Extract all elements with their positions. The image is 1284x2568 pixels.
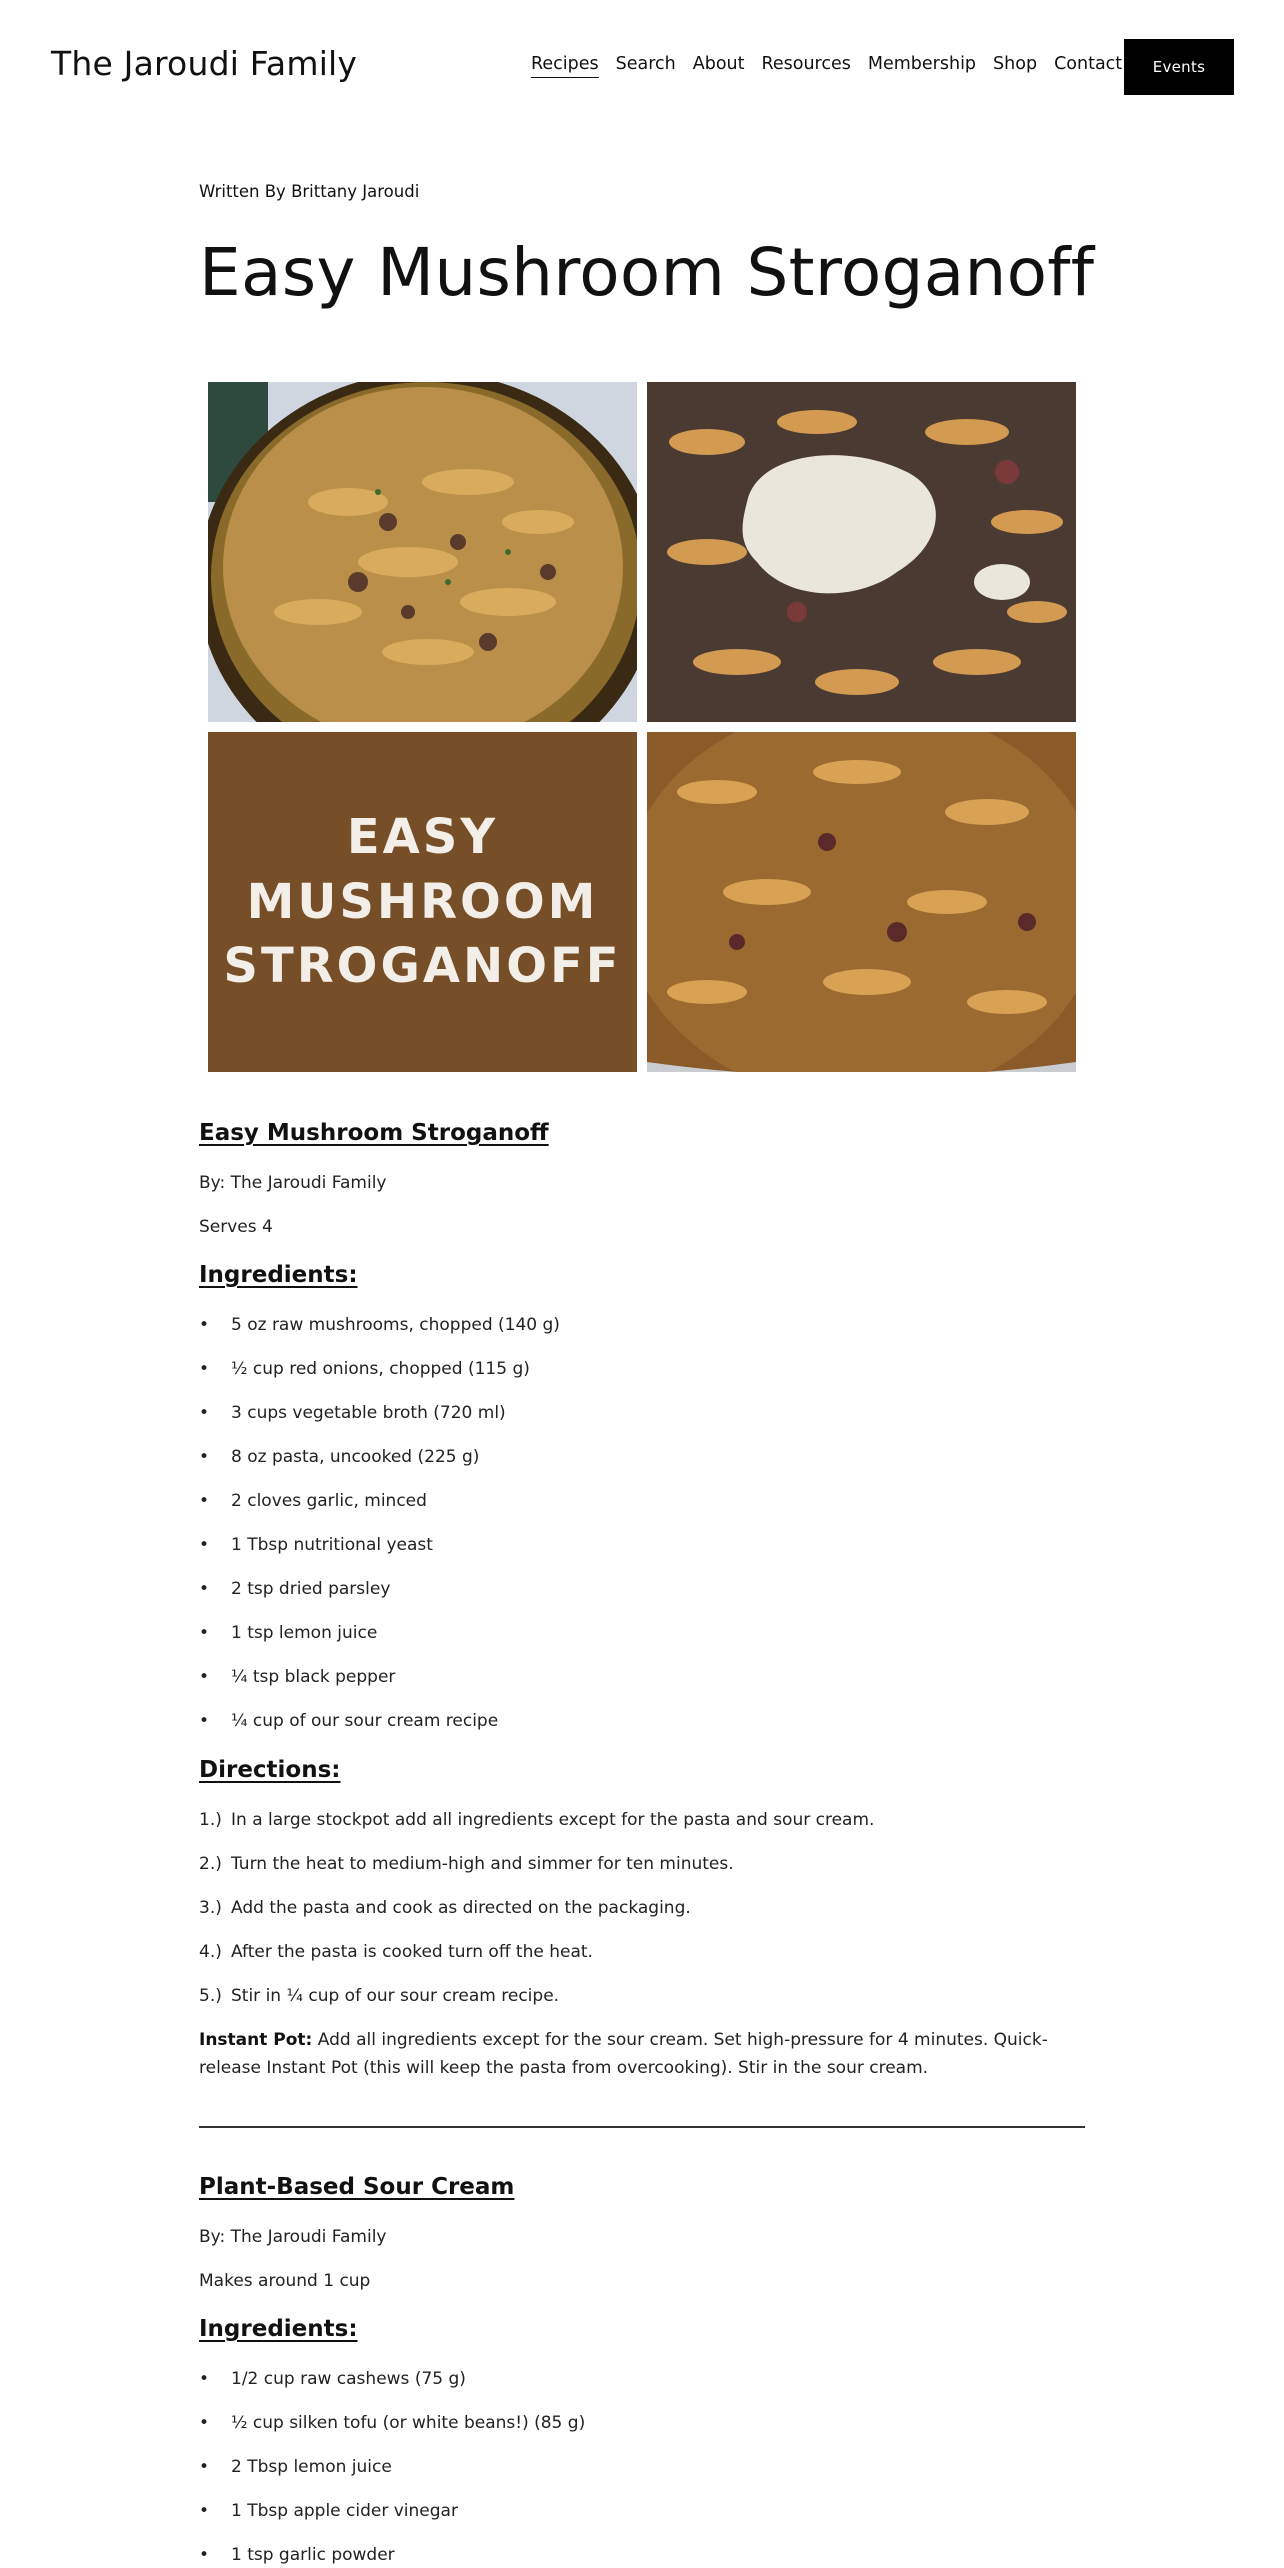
recipe2-by: By: The Jaroudi Family — [199, 2227, 387, 2247]
nav-about[interactable]: About — [692, 54, 745, 74]
recipe2-makes: Makes around 1 cup — [199, 2271, 371, 2291]
pasta-with-sour-cream-photo — [647, 382, 1076, 722]
bullet-icon: • — [199, 2369, 210, 2389]
stroganoff-bowl-photo-art — [208, 382, 637, 722]
nav-contact[interactable]: Contact — [1054, 54, 1123, 74]
instant-pot-label: Instant Pot: — [199, 2030, 313, 2050]
bullet-icon: • — [199, 1535, 210, 1555]
bullet-icon: • — [199, 1359, 210, 1379]
recipe1-directions-heading: Directions: — [199, 1757, 341, 1783]
banner-line-2: MUSHROOM — [246, 873, 599, 930]
section-divider — [199, 2126, 1085, 2128]
bullet-icon: • — [199, 1447, 210, 1467]
pasta-in-broth-photo — [647, 732, 1076, 1072]
events-button[interactable]: Events — [1124, 39, 1234, 95]
bullet-icon: • — [199, 2413, 210, 2433]
bullet-icon: • — [199, 1623, 210, 1643]
nav-recipes[interactable]: Recipes — [531, 54, 599, 78]
recipe1-ingredients-heading: Ingredients: — [199, 1262, 358, 1288]
recipe1-title: Easy Mushroom Stroganoff — [199, 1120, 549, 1146]
instant-pot-text: Add all ingredients except for the sour cream. Set high-pressure for 4 minutes. Quick-release Instant Pot (this will keep the pasta from overcooking). Stir in the sour cream. — [199, 2030, 1048, 2078]
author-byline: Written By Brittany Jaroudi — [199, 182, 420, 201]
recipe2-title: Plant-Based Sour Cream — [199, 2174, 515, 2200]
bullet-icon: • — [199, 2545, 210, 2565]
nav-shop[interactable]: Shop — [993, 54, 1038, 74]
banner-line-3: STROGANOFF — [223, 938, 622, 995]
nav-search[interactable]: Search — [615, 54, 676, 74]
pasta-in-broth-photo-art — [647, 732, 1076, 1072]
pasta-with-sour-cream-photo-art — [647, 382, 1076, 722]
recipe-title-banner — [208, 732, 637, 1072]
bullet-icon: • — [199, 1667, 210, 1687]
bullet-icon: • — [199, 1403, 210, 1423]
nav-membership[interactable]: Membership — [867, 54, 977, 74]
bullet-icon: • — [199, 2457, 210, 2477]
bullet-icon: • — [199, 1711, 210, 1731]
nav-resources[interactable]: Resources — [761, 54, 851, 74]
stroganoff-bowl-photo — [208, 382, 637, 722]
recipe-image-collage — [208, 382, 1076, 1072]
site-title[interactable]: The Jaroudi Family — [51, 44, 358, 83]
instant-pot-note — [199, 2026, 1085, 2082]
bullet-icon: • — [199, 1491, 210, 1511]
bullet-icon: • — [199, 2501, 210, 2521]
banner-line-1: EASY — [346, 808, 499, 865]
post-title: Easy Mushroom Stroganoff — [199, 234, 1095, 311]
recipe1-by: By: The Jaroudi Family — [199, 1173, 387, 1193]
recipe-title-banner-text — [208, 732, 637, 1072]
main-nav — [531, 54, 1139, 78]
recipe2-ingredients-heading: Ingredients: — [199, 2316, 358, 2342]
bullet-icon: • — [199, 1579, 210, 1599]
site-header — [0, 0, 1284, 130]
bullet-icon: • — [199, 1315, 210, 1335]
recipe1-serves: Serves 4 — [199, 1217, 273, 1237]
